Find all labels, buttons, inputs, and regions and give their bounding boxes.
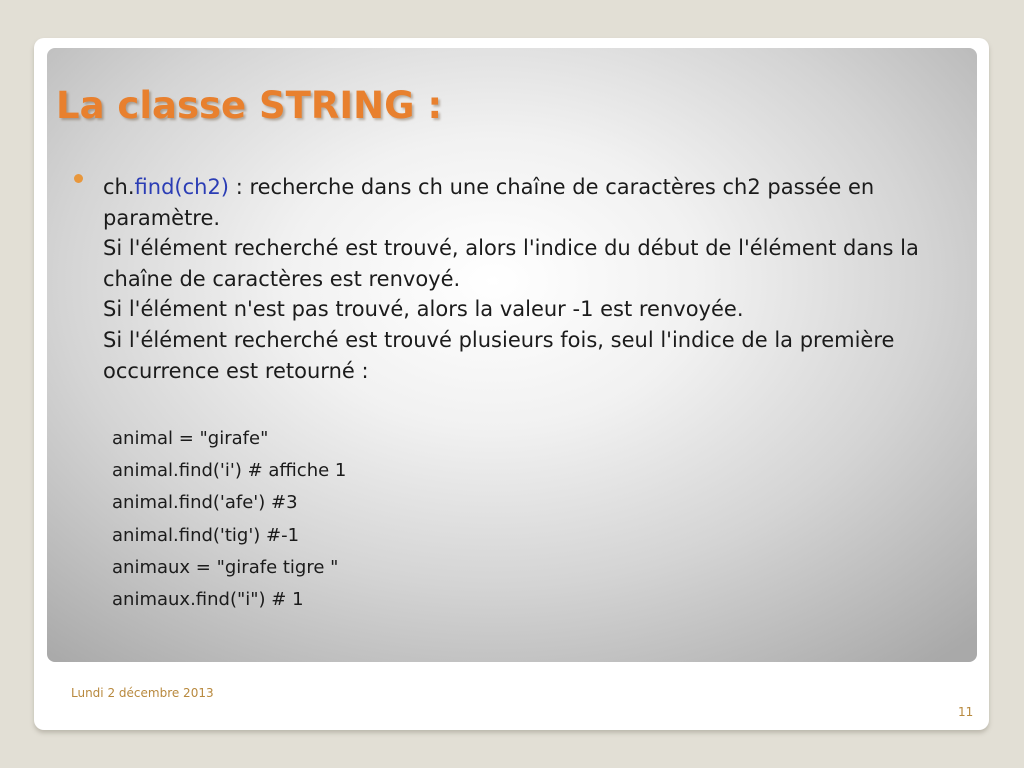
bullet-line: Si l'élément recherché est trouvé plusieurs fois, seul l'indice de la première occurrence est retourné : [103, 327, 895, 383]
bullet-line: Si l'élément n'est pas trouvé, alors la valeur -1 est renvoyée. [103, 297, 744, 322]
page-number: 11 [958, 705, 974, 719]
code-line: animal.find('i') # affiche 1 [112, 460, 347, 482]
slide-title: La classe STRING : [56, 84, 443, 127]
function-name: find(ch2) [134, 175, 230, 199]
bullet-prefix: ch. [103, 175, 135, 199]
bullet-line: Si l'élément recherché est trouvé, alors l'indice du début de l'élément dans la chaîne de caractères est renvoyé. [103, 236, 919, 291]
bullet-dot-icon [74, 174, 83, 183]
bullet-suffix: : recherche dans ch une chaîne de caractères ch2 passée en paramètre. [103, 175, 875, 230]
code-line: animal = "girafe" [112, 428, 269, 449]
bullet-first-line [103, 172, 963, 233]
code-line: animaux.find("i") # 1 [112, 589, 304, 611]
bullet-text [103, 172, 963, 386]
footer-date: Lundi 2 décembre 2013 [71, 686, 214, 700]
code-line: animaux = "girafe tigre " [112, 556, 339, 578]
code-line: animal.find('tig') #-1 [112, 524, 300, 546]
code-line: animal.find('afe') #3 [112, 492, 298, 514]
code-example [112, 423, 346, 616]
